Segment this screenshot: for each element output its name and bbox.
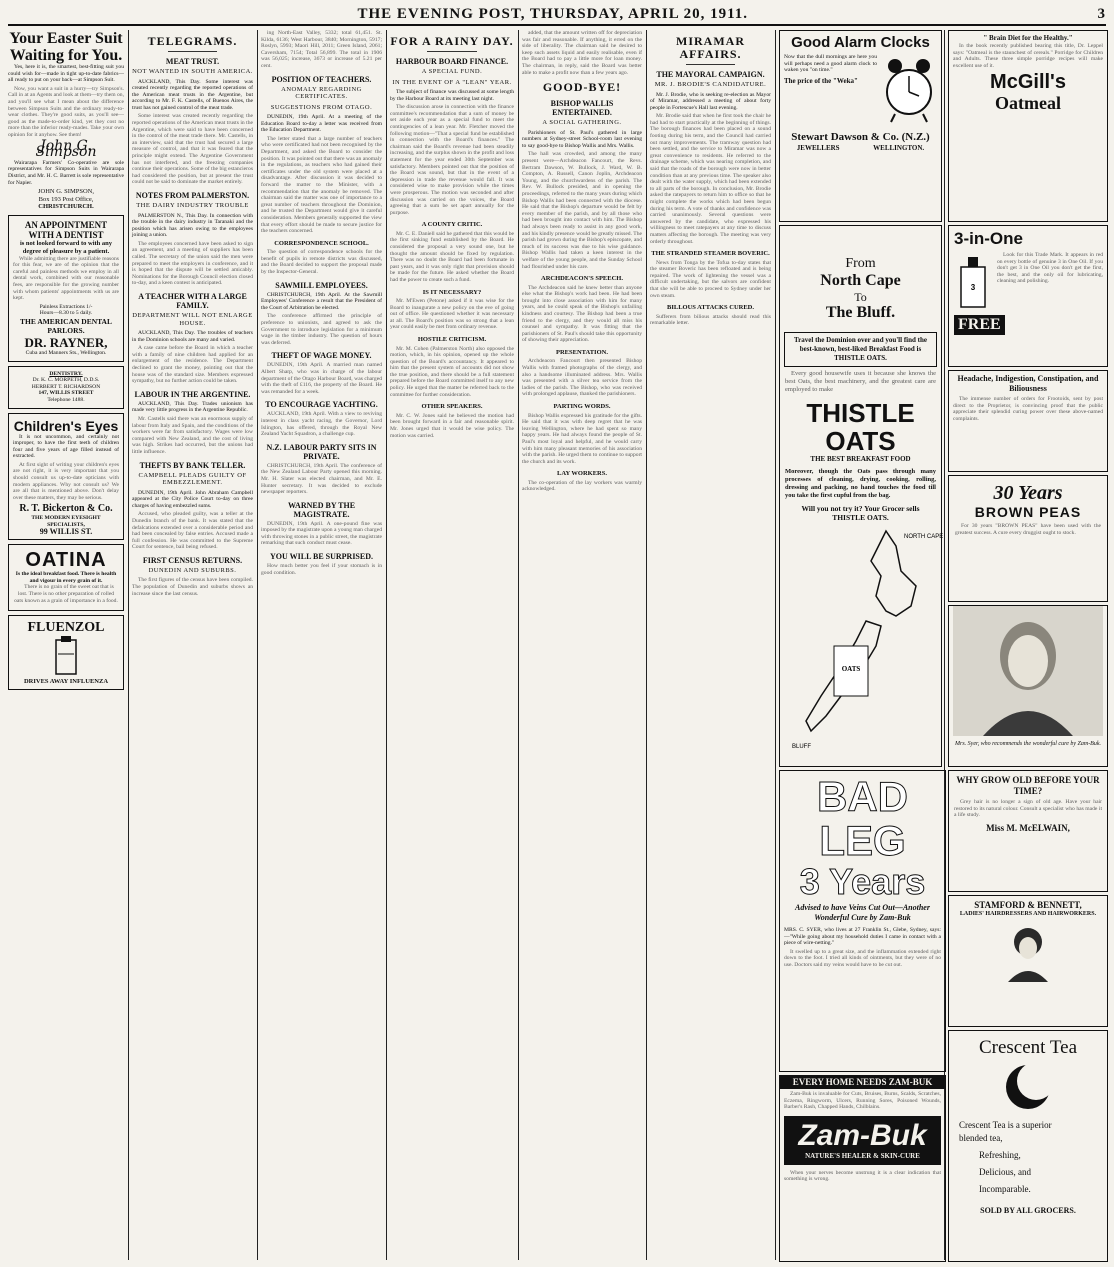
page-number: 3: [1097, 5, 1106, 22]
bad-leg-sub: Advised to have Veins Cut Out—Another Wonderful Cure by Zam-Buk: [795, 903, 930, 922]
oil-can-icon: [953, 252, 993, 312]
addr-line: Box 193 Post Office,: [38, 195, 94, 203]
dentist-telephone: Telephone 1488.: [47, 396, 85, 403]
dentistry-ad: [8, 366, 124, 409]
masthead-title: THE EVENING POST, THURSDAY, APRIL 20, 1911.: [357, 5, 749, 22]
article-heading: WARNED BY THE MAGISTRATE.: [287, 500, 356, 519]
article-subheading: IN THE EVENT OF A "LEAN" YEAR.: [392, 78, 512, 86]
filler-text: Every good housewife uses it because she knows the best Oats, the best machinery, and the greatest care are employed to make: [785, 370, 936, 393]
crescent-moon-icon: [998, 1059, 1058, 1114]
article-heading: THE MAYORAL CAMPAIGN.: [656, 70, 765, 79]
filler-text: Bishop Wallis expressed his gratitude for the gifts. He said that it was with deep regret that he was leaving Wellington, where he had spent so many happy years. He had always found the people of St. Paul's most loyal and helpful, and he would carry with him many pleasant memories of his association with the parish. He urged them to continue to support the church and its work.: [522, 412, 642, 465]
article-heading: PARTING WORDS.: [553, 403, 611, 411]
addr-line: JOHN G. SIMPSON,: [38, 188, 94, 196]
filler-text: The letter stated that a large number of teachers who were certificated had not been recognised by the Department, and asked the Board to consider the position. It was pointed out that there was an anomaly in the regulations, as teachers who had gained their certificates under the old system were placed at a disadvantage. After discussion it was decided to forward the matter to the Minister, with a recommendation that the anomaly be removed. The chairman said the matter was one of importance to a great number of teachers throughout the Dominion, and he trusted the Department would give it careful consideration. Members generally supported the view that every effort should be made to secure justice for the teachers concerned.: [261, 135, 382, 235]
brownpeas-logo: BROWN PEAS: [974, 504, 1082, 520]
article-heading: N.Z. LABOUR PARTY SITS IN PRIVATE.: [266, 442, 377, 461]
filler-text: The co-operation of the lay workers was warmly acknowledged.: [522, 479, 642, 493]
column-3-news: [261, 30, 382, 1260]
article-heading: BILLOUS ATTACKS CURED.: [667, 304, 754, 312]
article-heading: SAWMILL EMPLOYEES.: [275, 280, 368, 290]
column-rule: [775, 30, 776, 1260]
filler-text: added, that the amount written off for depreciation was fair and reasonable. If anything, it erred on the side of liberality. The chairman said he desired to keep such assets liquid and easily realisable, even if the Board had to pay a little more for loan money. The chairman, in reply, said the Board was better able to make a profit now than a few years ago.: [522, 30, 642, 76]
filler-text: Look for this Trade Mark. It appears in red on every bottle of genuine 3 in One Oil. If you don't get 3 in One Oil you don't get the first, the best, and the only oil for lubricating, cleaning and polishing.: [997, 252, 1103, 285]
eyes-heading: Children's Eyes: [13, 417, 119, 434]
article-heading: IS IT NECESSARY?: [422, 288, 482, 296]
article-subheading: THE DAIRY INDUSTRY TROUBLE: [136, 202, 249, 209]
fluenzol-bottle-icon: [36, 636, 96, 676]
mcgill-quote: " Brain Diet for the Healthy.": [983, 34, 1073, 42]
stewart-dawson-name: Stewart Dawson & Co. (N.Z.): [791, 131, 930, 143]
filler-text: Grey hair is no longer a sign of old age. Have your hair restored to its natural colour. Consult a specialist who has made it a life study.: [954, 799, 1102, 819]
clocks-heading: Good Alarm Clocks: [791, 34, 930, 51]
article-heading: HOSTILE CRITICISM.: [417, 336, 487, 343]
easter-headline-2: Waiting for You.: [9, 47, 123, 64]
article-heading: THEFT OF WAGE MONEY.: [271, 351, 372, 361]
article-heading: ARCHDEACON'S SPEECH.: [541, 275, 623, 283]
filler-text: AUCKLAND, 19th April. With a view to reviving interest in class yacht racing, the Governor, Lord Islington, has offered, through the Royal New Zealand Yacht Squadron, a challenge cup.: [261, 411, 382, 438]
article-heading: THEFTS BY BANK TELLER.: [139, 460, 246, 470]
article-body: PALMERSTON N., This Day. In connection with the trouble in the dairy industry in Taranaki and the position which has arisen owing to the employees joining a union.: [132, 212, 253, 239]
filler-text: At first sight of writing your children's eyes are not right, it is very important that you should consult us up-to-date opticians with modern appliances. Why not consult us? We are all that is mentioned above. Don't delay over these matters, they may be serious.: [13, 461, 119, 501]
zambuk-logo: Zam-Buk: [798, 1118, 927, 1152]
map-north-label: NORTH CAPE: [903, 534, 943, 540]
filler-text: The question of correspondence schools for the benefit of pupils in remote districts was discussed, and the Board decided to support the proposal made by the Inspector-General.: [261, 249, 382, 276]
thistle-oats-ad: [779, 225, 942, 767]
crescent-logo: Crescent Tea: [978, 1037, 1078, 1058]
childrens-eyes-ad: [8, 413, 124, 541]
rayner-address: Cuba and Manners Sts., Wellington.: [25, 349, 107, 356]
addr-line: CHRISTCHURCH.: [38, 203, 94, 211]
oatina-logo: OATINA: [25, 549, 107, 572]
article-subheading: DEPARTMENT WILL NOT ENLARGE HOUSE.: [132, 312, 253, 327]
dentist-sub: is not looked forward to with any degree of pleasure by a patient.: [19, 239, 113, 255]
oatmeal-logo: Oatmeal: [995, 93, 1061, 114]
map-bluff-label: BLUFF: [791, 744, 811, 750]
article-heading: FIRST CENSUS RETURNS.: [142, 555, 243, 565]
article-subheading: CAMPBELL PLEADS GUILTY OF EMBEZZLEMENT.: [138, 471, 247, 487]
stamford-name: STAMFORD & BENNETT,: [974, 900, 1082, 910]
article-heading: FOR A RAINY DAY.: [390, 34, 514, 48]
column-rule: [386, 30, 387, 1260]
thistle-more: Moreover, though the Oats pass through many processes of cleaning, drying, cooking, rolling, dressing and packing, no hand touches the food till you take the first cupful from the bag.: [785, 468, 936, 499]
clocks-price: The price of the "Weka": [784, 76, 858, 85]
column-rule: [128, 30, 129, 1260]
alarm-clocks-ad: [779, 30, 942, 222]
crescent-copy: [949, 1119, 1107, 1196]
article-body: The subject of finance was discussed at some length by the Harbour Board at its meeting last night.: [390, 89, 514, 102]
simpson-agents: Wairarapa Farmers' Co-operative are sole representatives for Simpson Suits in Wairarapa District, and Mr. H. C. Barrett is sole representative for Napier.: [8, 159, 124, 186]
dentist-name: HERBERT T. RICHARDSON: [31, 383, 101, 390]
column-rule: [257, 30, 258, 1260]
hairdress-figure-icon: [998, 922, 1058, 982]
article-heading: OTHER SPEAKERS.: [421, 403, 483, 411]
masthead: [8, 4, 1106, 26]
filler-text: Mr. Brodie said that when he first took the chair he had had to start practically at the beginning of things. The borough finances had been placed on a sound footing during his term, and the Council had carried out many improvements. The tramway question had been settled, and the service to Miramar was now a great convenience to residents. He referred to the drainage scheme, which was nearing completion, and said that the roads of the borough were now in better condition than at any previous time. The speaker also dealt with the water supply, which had been extended to all parts of the borough. In conclusion, Mr. Brodie asked the ratepayers to return him to office so that he might complete the works which had been begun during his term. A vote of thanks and confidence was carried unanimously. Several questions were answered by the candidate, who expressed his willingness to meet ratepayers at any time to discuss matters affecting the borough. The meeting was very orderly throughout.: [650, 113, 771, 245]
fluenzol-ad: [8, 615, 124, 690]
every-home-banner: EVERY HOME NEEDS ZAM-BUK: [780, 1076, 945, 1089]
easter-body: Yes, here it is, the smartest, best-fitting suit you could wish for—made in tight up-to-date fabrics—all ready to put on your back—at Simpson Suit.: [8, 64, 124, 84]
simpson-address: [8, 188, 124, 211]
stamford-bennett-ad: [948, 895, 1108, 1027]
article-heading: MIRAMAR AFFAIRS.: [676, 34, 745, 61]
crescent-line: blended tea,: [959, 1133, 1003, 1143]
article-heading: LAY WORKERS.: [557, 470, 607, 478]
dentistry-heading: DENTISTRY.: [49, 370, 83, 377]
article-heading: POSITION OF TEACHERS.: [271, 74, 372, 84]
bad-leg-ad: [779, 770, 946, 1072]
filler-text: News from Tonga by the Tofua to-day states that the steamer Boveric has been refloated and is being repaired. The work of lightening the vessel was a difficult undertaking, but the salvors are confident that she will be able to proceed to Sydney under her own steam.: [650, 259, 771, 299]
column-rule: [646, 30, 647, 1260]
portrait-caption: Mrs. Syer, who recommends the wonderful cure by Zam-Buk.: [954, 741, 1102, 747]
article-heading: BISHOP WALLIS ENTERTAINED.: [550, 99, 614, 118]
zambuk-ad: [779, 1075, 946, 1262]
crescent-sold: SOLD BY ALL GROCERS.: [980, 1206, 1076, 1215]
eyes-body: It is not uncommon, and certainly not improper, to have the first teeth of children four and five years of age filled instead of extracted.: [13, 433, 119, 460]
article-body: DUNEDIN, 19th April. At a meeting of the Education Board to-day a letter was received from the Education Department.: [261, 114, 382, 134]
column-rule: [518, 30, 519, 1260]
crescent-line: Incomparable.: [979, 1184, 1031, 1194]
article-heading: GOOD-BYE!: [542, 80, 622, 95]
mcgill-oatmeal-ad: [948, 30, 1108, 222]
filler-text: Now, you want a suit in a hurry—try Simpson's. Call in at an Agents and look at them—try them on, and you'll see what I mean about the difference between Simpson Suits and the ordinary ready-to-wear clothes. They're good suits, as you'll see—good as the made-to-order kind, yet they cost no more than the inferior ready-mades. Take your own opinion for it anyhow. See them!: [8, 85, 124, 138]
thistle-to: To: [854, 290, 867, 304]
article-subheading: NOT WANTED IN SOUTH AMERICA.: [132, 68, 253, 75]
mcelwain-name: Miss M. McELWAIN,: [986, 822, 1070, 833]
dentist-fees: Painless Extractions 1/-: [39, 303, 93, 310]
filler-text: When your nerves become unstrung it is a clear indication that something is wrong.: [784, 1169, 941, 1183]
filler-text: Mr. Castells said there was an enormous supply of labour from Italy and Spain, and the conditions of the workers were far from satisfactory. Wages were low compared with New Zealand, and the cost of living was high. Strikes had occurred, but the unions had little influence.: [132, 415, 253, 455]
filler-text: CHRISTCHURCH, 19th April. The conference of the New Zealand Labour Party opened this morning. Mr. H. Slater was elected chairman, and Mr. E. Hunter secretary. It was decided to exclude newspaper reporters.: [261, 462, 382, 496]
headache-heading: Headache, Indigestion, Constipation, and Biliousness: [957, 374, 1099, 393]
filler-text: In the book recently published bearing this title, Dr. Leppel says: "Oatmeal is the staunchest of cereals." Porridge for Children and Adults. These three simple porridge recipes will make excellent use of it.: [953, 43, 1103, 69]
fluenzol-logo: FLUENZOL: [27, 620, 105, 636]
column-2-telegrams: [132, 30, 253, 1260]
filler-text: Mr. C. E. Daniell said he gathered that this would be the first sinking fund established by the Board. He considered the proposal a very sound one, but he thought the amount should be fixed by regulation. There was no doubt the Board had been fortunate in past years, and it was only right that provision should be made for the future. He asked whether the Board had the power to create such a fund.: [390, 230, 514, 283]
grow-old-ad: [948, 770, 1108, 892]
three-years-heading: 3 Years: [799, 861, 926, 902]
headache-ad: [948, 370, 1108, 472]
new-zealand-map-icon: [786, 526, 943, 756]
article-heading: CORRESPONDENCE SCHOOL.: [274, 239, 369, 247]
filler-text: A case came before the Board in which a teacher with a family of nine children had applied for an enlargement of the residence. The Department declined to grant the money, pointing out that the house was of the standard size. Members expressed sympathy, but no further action could be taken.: [132, 345, 253, 385]
article-heading: YOU WILL BE SURPRISED.: [270, 552, 373, 562]
filler-text: Sufferers from bilious attacks should read this remarkable letter.: [650, 313, 771, 327]
article-body: AUCKLAND, This Day. The troubles of teachers in the Dominion schools are many and varied.: [132, 330, 253, 343]
article-subheading: DUNEDIN AND SUBURBS.: [148, 566, 237, 574]
filler-text: DUNEDIN, 19th April. A married man named Albert Sharp, who was in charge of the labour department of the Otago Harbour Board, was charged with the theft of £116, the property of the Board. He was remanded for a week.: [261, 362, 382, 395]
thistle-bluff: The Bluff.: [825, 304, 896, 321]
thistle-from: From: [845, 256, 876, 271]
article-subheading: ANOMALY REGARDING CERTIFICATES.: [281, 85, 362, 101]
oatina-body: Is the ideal breakfast food. There is health and vigour in every grain of it.: [15, 571, 117, 584]
article-body: CHRISTCHURCH, 19th April. At the Sawmill Employees' Conference a result that the President of the Court of Arbitration be elected.: [261, 291, 382, 311]
thistle-north: North Cape: [820, 272, 901, 289]
easter-headline-1: Your Easter Suit: [9, 30, 123, 47]
dentist-ad: [8, 215, 124, 362]
simpson-signature: John G. Simpson: [35, 137, 97, 161]
clocks-body-wrap: [784, 54, 877, 124]
article-subheading: A SPECIAL FUND.: [421, 68, 483, 75]
crescent-line: Crescent Tea is a superior: [959, 1120, 1052, 1130]
filler-text: There is no grain of the sweet oat that is lost. There is no other preparation of rolled oats known as a grain of importance in a food.: [14, 584, 118, 604]
fluenzol-sub: DRIVES AWAY INFLUENZA: [23, 677, 109, 685]
bad-leg-body: MRS. C. SYER, who lives at 27 Franklin St., Glebe, Sydney, says:—"While going about my household duties I came in contact with a piece of wire-netting.": [784, 927, 941, 947]
zambuk-sub: NATURE'S HEALER & SKIN-CURE: [805, 1151, 920, 1160]
dentist-name: Dr. K. C. MORPETH, D.D.S.: [32, 377, 100, 384]
mcgill-logo: McGill's: [990, 71, 1066, 94]
crescent-line: Delicious, and: [979, 1167, 1031, 1177]
filler-text: How much better you feel if your stomach is in good condition.: [261, 563, 382, 576]
article-subheading: MR. J. BRODIE'S CANDIDATURE.: [654, 81, 767, 88]
filler-text: Archdeacon Fancourt then presented Bishop Wallis with framed photographs of the clergy, and also a handsome illuminated address. Mrs. Wallis was presented with a silver tea service from the ladies of the parish. The Bishop, who was received with prolonged applause, thanked the parishioners.: [522, 358, 642, 398]
article-heading: THE STRANDED STEAMER BOVERIC.: [651, 250, 770, 258]
filler-text: The conference affirmed the principle of preference to unionists, and agreed to ask the Government to introduce legislation for a minimum wage in the timber industry. The question of hours was deferred.: [261, 313, 382, 346]
stewart-sub: JEWELLERS: [796, 144, 840, 152]
three-in-one-ad: [948, 225, 1108, 367]
filler-text: The Archdeacon said he knew better than anyone else what the Bishop's work had been. He had been brought into close association with him for many years, and he could speak of the Bishop's unfailing kindness and courtesy. The Bishop had been a true friend to the clergy, and they would all miss his counsel and sympathy. It was fitting that the parishioners of St. Paul's should take this opportunity of showing their appreciation.: [522, 284, 642, 344]
brownpeas-30-years: 30 Years: [993, 482, 1063, 504]
stewart-city: WELLINGTON.: [873, 144, 925, 152]
mrs-syer-portrait: [948, 605, 1108, 767]
easter-headline: [8, 30, 124, 64]
filler-text: It swelled up to a great size, and the inflammation extended right down to the foot. I tried all kinds of ointments, but they were of no use. Doctors said my veins would have to be cut out.: [784, 948, 941, 968]
grow-old-heading: WHY GROW OLD BEFORE YOUR TIME?: [956, 775, 1100, 796]
oats-bag-label: OATS: [841, 665, 860, 673]
alarm-clock-icon: [881, 54, 937, 124]
thistle-sub: THE BEST BREAKFAST FOOD: [810, 455, 911, 463]
crescent-tea-ad: [948, 1030, 1108, 1262]
filler-text: Mr. C. W. Jones said he believed the motion had been brought forward in a fair and reasonable spirit. Mr. Jones urged that it would be wise policy. The motion was carried.: [390, 412, 514, 439]
article-heading: MEAT TRUST.: [165, 57, 220, 66]
thistle-ask: Will you not try it? Your Grocer sells THISTLE OATS.: [801, 504, 920, 522]
portrait-image: [953, 606, 1103, 736]
article-subheading: A SOCIAL GATHERING.: [542, 119, 622, 127]
article-subheading: SUGGESTIONS FROM OTAGO.: [270, 103, 373, 111]
filler-text: DUNEDIN, 19th April. A one-pound fine was imposed by the magistrate upon a young man charged with throwing stones in a public street, the magistrate remarking that such conduct must cease.: [261, 520, 382, 547]
article-heading: A TEACHER WITH A LARGE FAMILY.: [138, 292, 247, 311]
column-5-bishop: [522, 30, 642, 1260]
three-in-one-logo: 3-in-One: [954, 229, 1023, 248]
article-heading: HARBOUR BOARD FINANCE.: [395, 57, 509, 66]
column-4-harbour: [390, 30, 514, 1260]
filler-text: Zam-Buk is invaluable for Cuts, Bruises, Burns, Scalds, Scratches, Eczema, Ringworm, Ulcers, Running Sores, Poisoned Wounds, Barber's Rash, Chapped Hands, Chilblains.: [784, 1091, 941, 1111]
filler-text: While admitting there are justifiable reasons for this fear, we are of the opinion that the careful and painless methods we employ in all dental work, combined with our reasonable fees, are responsible for the growing number with whom patients' appointments with us are kept.: [13, 255, 119, 302]
article-body: AUCKLAND, This Day. Trades unionism has made very little progress in the Argentine Republic.: [132, 400, 253, 414]
free-badge: FREE: [954, 315, 1005, 335]
filler-text: The immense number of orders for Frootoids, sent by post direct to the Proprietor, is convincing proof that the public appreciate their splendid curing power over these above-named complaints.: [953, 396, 1103, 422]
dentist-hours: Hours—8.30 to 5 daily.: [39, 310, 93, 317]
dentist-heading: AN APPOINTMENT WITH A DENTIST: [24, 219, 108, 240]
article-body: DUNEDIN, 19th April. John Abraham Campbell appeared at the City Police Court to-day on three charges of having embezzled sums.: [132, 489, 253, 509]
stamford-sub: LADIES' HAIRDRESSERS AND HAIRWORKERS.: [959, 911, 1097, 917]
filler-text: The hall was crowded, and among the many present were—Archdeacon Fancourt, the Revs. Bertram Dawson, W. Bullock, J. Ward, W. B. Compton, A. Russell, Canon Joplin, Archdeacon Young, and the churchwardens of the parish. The Rev. W. Bullock presided, and in opening the proceedings, referred to the many years during which Bishop Wallis had been connected with the diocese. He said that the Bishop's departure would be felt by every member of the parish, and by all those who had been brought into contact with him. The Bishop had always been ready to assist in any good work, and his kindly presence would be greatly missed. The parish had grown during the Bishop's episcopate, and much of its success was due to his wise guidance. Bishop Wallis had taken a keen interest in the welfare of the young people, and the Sunday School had flourished under his care.: [522, 151, 642, 270]
article-heading: NOTES FROM PALMERSTON.: [135, 191, 250, 200]
dentist-parlors: THE AMERICAN DENTAL PARLORS.: [20, 316, 112, 335]
article-heading: TO ENCOURAGE YACHTING.: [265, 400, 378, 410]
filler-text: Accused, who pleaded guilty, was a teller at the Dunedin branch of the bank. It was stated that the defalcations extended over a considerable period and had been concealed by false entries. Accused made a full confession. He was committed to the Supreme Court for sentence, bail being refused.: [132, 511, 253, 551]
rayner-name: DR. RAYNER,: [24, 334, 108, 350]
clocks-body: Now that the dull mornings are here you will perhaps need a good alarm clock to waken you "on time.": [784, 54, 877, 74]
column-1-ads: [8, 30, 124, 1260]
filler-text: For 30 years "BROWN PEAS" have been used with the greatest success. A cure every druggist ought to stock.: [955, 523, 1101, 536]
article-body: Parishioners of St. Paul's gathered in large numbers at Sydney-street School-room last evening to say good-bye to Bishop Wallis and Mrs. Wallis.: [522, 129, 642, 149]
filler-text: The first figures of the census have been compiled. The population of Dunedin and suburbs shows an increase since the last census.: [132, 577, 253, 597]
column-6-miramar: [650, 30, 771, 1260]
thistle-travel: Travel the Dominion over and you'll find the best-known, best-liked Breakfast Food is THISTLE OATS.: [784, 332, 937, 367]
bickerton-name: R. T. Bickerton & Co.: [19, 503, 113, 515]
brown-peas-ad: [948, 475, 1108, 602]
filler-text: ing North-East Valley, 5332; total 61,451. St. Kilda, 6136; West Harbour, 3840; Mornington, 5917; Roslyn, 5993; Maori Hill, 2011; Green Island, 2061; Caversham, 7154; Total 56,899. The total in 1906 was 56,025; increase, 3673 or increase of 5.21 per cent.: [261, 30, 382, 69]
crescent-line: Refreshing,: [979, 1150, 1021, 1160]
filler-text: Mr. M'Ewen (Petone) asked if it was wise for the Board to inaugurate a new policy on the eve of going out of office. He questioned whether it was necessary at all. The Board's position was so strong that a lean year could easily be met from ordinary revenue.: [390, 298, 514, 331]
oatina-ad: [8, 544, 124, 611]
section-heading: TELEGRAMS.: [147, 34, 238, 48]
thistle-big-logo: THISTLE OATS: [806, 398, 915, 456]
filler-text: The discussion arose in connection with the finance committee's recommendation that a sum of money be set aside each year as a special fund to meet the contingencies of a lean year. Mr. Fletcher moved the following motion—"That a special fund be established in connection with the Board's finances." The chairman said the Board's revenue had been steadily increasing, and the surplus shown in the profit and loss statement for the year ended 30th September was satisfactory. Members pointed out that the position of the Board was sound, but that in the event of a depression in trade the revenue would fall. It was considered wise to make provision while the times were prosperous. The motion was seconded and after discussion was carried on the voices, the Board agreeing that a sum be set apart annually for the purpose.: [390, 104, 514, 216]
filler-text: Mr. M. Cohen (Palmerston North) also opposed the motion, which, in his opinion, opened up the whole question of the Board's accountancy. It appeared to him that the present system of accounts did not show the true position, and there should be a full statement prepared before the Board committed itself to any new policy. He urged that the matter be referred back to the committee for further consideration.: [390, 345, 514, 398]
article-heading: LABOUR IN THE ARGENTINE.: [134, 389, 251, 399]
bickerton-sub: THE MODERN EYESIGHT SPECIALISTS,: [31, 515, 101, 529]
dentist-address: 147, WILLIS STREET: [38, 390, 94, 397]
article-heading: PRESENTATION.: [556, 348, 608, 356]
filler-text: The employees concerned have been asked to sign an agreement, and a meeting of suppliers has been called. The secretary of the union said the men were prepared to meet the employers in conference, and it is hoped that the dispute will be settled amicably. Nominations for the Borough Council election closed to-day, and a keen contest is anticipated.: [132, 240, 253, 287]
bickerton-address: 99 WILLIS ST.: [39, 526, 93, 536]
article-body: Mr. J. Brodie, who is seeking re-election as Mayor of Miramar, addressed a meeting of about forty people in Fortescue's Hall last evening.: [650, 91, 771, 111]
article-body: AUCKLAND, This Day. Some interest was created recently regarding the reported operations of the American meat trusts in the Argentine, but according to Mr. F. K. Castells, of Buenos Aires, the trust has not gained control of the meat trade.: [132, 78, 253, 111]
filler-text: Some interest was created recently regarding the reported operations of the American meat trusts in the Argentine, which were said to have been concerned in the control of the meat trade there. Mr. Castells, in an interview, said that the trust had secured a large measure of control, and that it was feared that the principle might extend. The Argentine Government has not interfered, and the freezing companies continue their operations. Some of the big estancieros had considered the position, but at present the trust could not be said to dominate the market entirely.: [132, 113, 253, 186]
svg-text:3: 3: [970, 283, 976, 292]
bad-leg-heading: BAD LEG: [817, 773, 908, 864]
article-heading: A COUNTY CRITIC.: [421, 221, 483, 229]
